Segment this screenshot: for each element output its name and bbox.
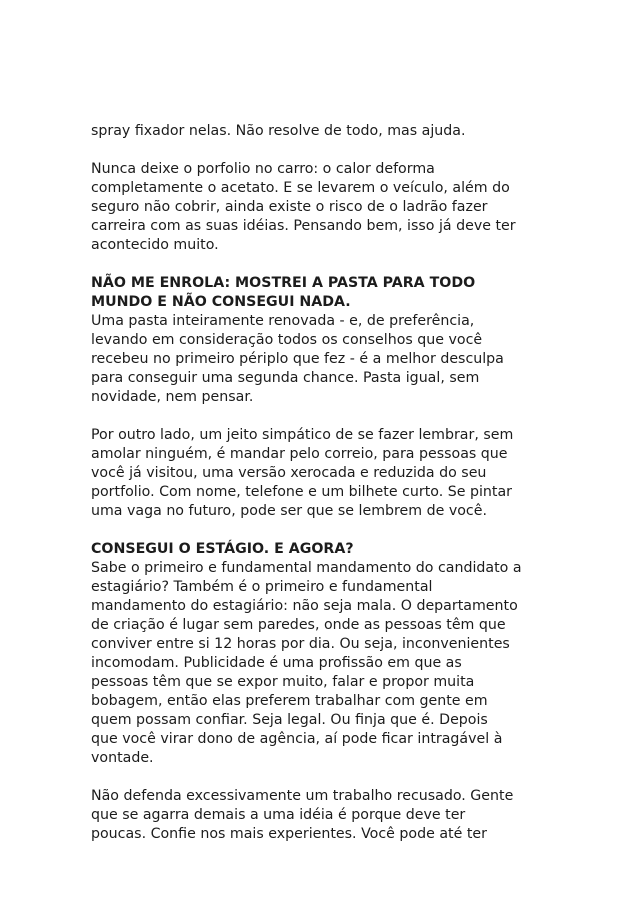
paragraph-spray (91, 122, 561, 141)
text-line: completamente o acetato. E se levarem o veículo, além do (91, 180, 510, 196)
text-line: vontade. (91, 750, 154, 766)
paragraph-trabalho-recusado (91, 787, 561, 844)
section-nao-me-enrola (91, 274, 561, 407)
text-line: Sabe o primeiro e fundamental mandamento do candidato a (91, 560, 522, 576)
text-line: conviver entre si 12 horas por dia. Ou seja, inconvenientes (91, 636, 510, 652)
text-line: poucas. Confie nos mais experientes. Você pode até ter (91, 826, 487, 842)
text-line: levando em consideração todos os conselhos que você (91, 332, 483, 348)
text-line: para conseguir uma segunda chance. Pasta igual, sem (91, 370, 480, 386)
text-line: que você virar dono de agência, aí pode ficar intragável à (91, 731, 503, 747)
paragraph-portfolio-car (91, 160, 561, 255)
text-line: amolar ninguém, é mandar pelo correio, para pessoas que (91, 446, 508, 462)
text-line: mandamento do estagiário: não seja mala. O departamento (91, 598, 518, 614)
heading-line: CONSEGUI O ESTÁGIO. E AGORA? (91, 541, 354, 557)
text-line: bobagem, então elas preferem trabalhar com gente em (91, 693, 488, 709)
text-line: portfolio. Com nome, telefone e um bilhete curto. Se pintar (91, 484, 512, 500)
text-line: acontecido muito. (91, 237, 219, 253)
text-line: spray fixador nelas. Não resolve de todo, mas ajuda. (91, 123, 466, 139)
text-line: pessoas têm que se expor muito, falar e propor muita (91, 674, 475, 690)
paragraph-correio (91, 426, 561, 521)
text-line: novidade, nem pensar. (91, 389, 254, 405)
text-line: que se agarra demais a uma idéia é porque deve ter (91, 807, 466, 823)
text-line: estagiário? Também é o primeiro e fundamental (91, 579, 433, 595)
heading-line: NÃO ME ENROLA: MOSTREI A PASTA PARA TODO (91, 275, 476, 291)
text-line: de criação é lugar sem paredes, onde as pessoas têm que (91, 617, 506, 633)
text-line: Uma pasta inteiramente renovada - e, de preferência, (91, 313, 475, 329)
text-line: incomodam. Publicidade é uma profissão em que as (91, 655, 462, 671)
text-line: Nunca deixe o porfolio no carro: o calor deforma (91, 161, 435, 177)
section-consegui-estagio (91, 540, 561, 768)
text-line: carreira com as suas idéias. Pensando bem, isso já deve ter (91, 218, 516, 234)
document-page (91, 122, 561, 844)
text-line: quem possam confiar. Seja legal. Ou finja que é. Depois (91, 712, 488, 728)
text-line: recebeu no primeiro périplo que fez - é a melhor desculpa (91, 351, 504, 367)
text-line: uma vaga no futuro, pode ser que se lembrem de você. (91, 503, 487, 519)
heading-line: MUNDO E NÃO CONSEGUI NADA. (91, 294, 351, 310)
section-heading (91, 274, 561, 312)
text-line: seguro não cobrir, ainda existe o risco de o ladrão fazer (91, 199, 488, 215)
text-line: você já visitou, uma versão xerocada e reduzida do seu (91, 465, 487, 481)
text-line: Não defenda excessivamente um trabalho recusado. Gente (91, 788, 514, 804)
text-line: Por outro lado, um jeito simpático de se fazer lembrar, sem (91, 427, 514, 443)
section-heading (91, 540, 561, 559)
